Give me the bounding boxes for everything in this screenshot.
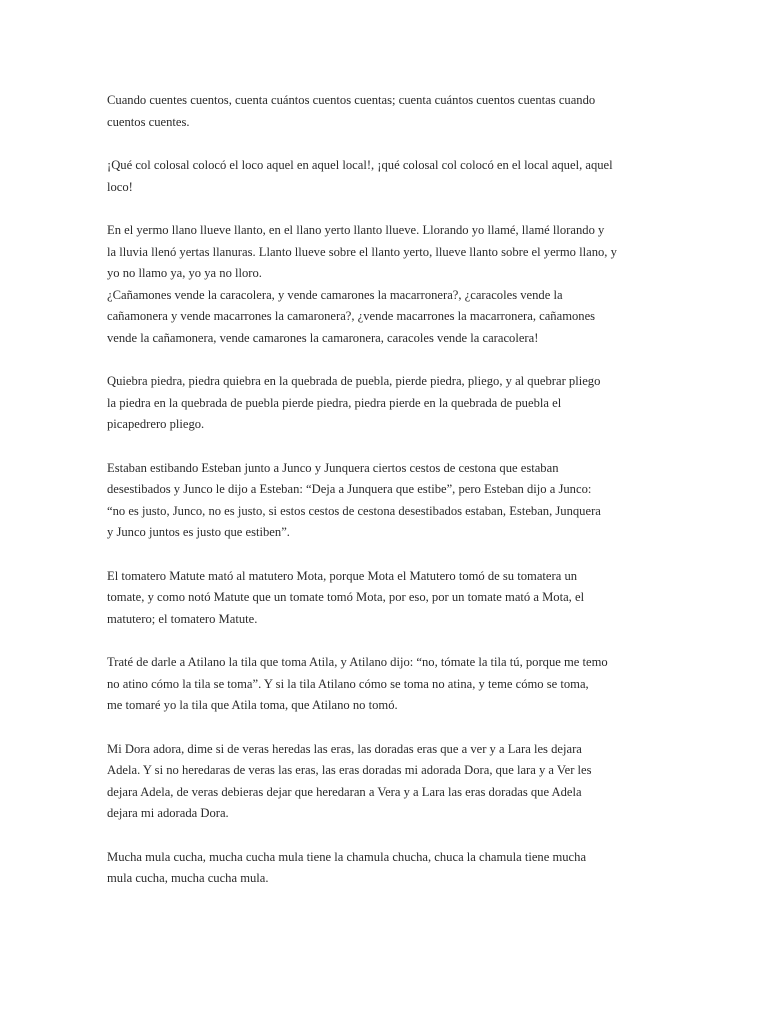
tongue-twister-atilano — [107, 652, 667, 717]
text-line: dejara mi adorada Dora. — [107, 806, 229, 820]
text-line: yo no llamo ya, yo ya no lloro. — [107, 266, 262, 280]
text-line: Quiebra piedra, piedra quiebra en la quebrada de puebla, pierde piedra, pliego, y al quebrar pliego — [107, 374, 601, 388]
tongue-twister-tomatero — [107, 566, 667, 631]
text-line: loco! — [107, 179, 133, 194]
text-line: “no es justo, Junco, no es justo, si estos cestos de cestona desestibados estaban, Esteban, Junquera — [107, 503, 601, 518]
text-line: Estaban estibando Esteban junto a Junco y Junquera ciertos cestos de cestona que estaban — [107, 460, 559, 475]
tongue-twister-cuentos — [107, 90, 667, 133]
text-line: ¡Qué col colosal colocó el loco aquel en aquel local!, ¡qué colosal col colocó en el local aquel, aquel — [107, 158, 613, 172]
text-line: Mucha mula cucha, mucha cucha mula tiene la chamula chucha, chuca la chamula tiene mucha — [107, 849, 587, 864]
text-line: me tomaré yo la tila que Atila toma, que Atilano no tomó. — [107, 698, 398, 712]
text-line: El tomatero Matute mató al matutero Mota, porque Mota el Matutero tomó de su tomatera un — [107, 568, 578, 583]
text-line: Adela. Y si no heredaras de veras las eras, las eras doradas mi adorada Dora, que lara y a Ver les — [107, 763, 592, 777]
text-line: tomate, y como notó Matute que un tomate tomó Mota, por eso, por un tomate mató a Mota, el — [107, 590, 585, 604]
text-line: cañamonera y vende macarrones la camaronera?, ¿vende macarrones la macarronera, cañamones — [107, 309, 596, 323]
text-line: no atino cómo la tila se toma”. Y si la tila Atilano cómo se toma no atina, y teme cómo se toma, — [107, 676, 589, 691]
text-line: Cuando cuentes cuentos, cuenta cuántos cuentos cuentas; cuenta cuántos cuentos cuentas cuando — [107, 93, 596, 107]
text-line: mula cucha, mucha cucha mula. — [107, 871, 269, 885]
text-line: dejara Adela, de veras debieras dejar que heredaran a Vera y a Lara las eras doradas que Adela — [107, 784, 582, 799]
document-page — [107, 90, 667, 912]
text-line: cuentos cuentes. — [107, 114, 190, 129]
text-line: ¿Cañamones vende la caracolera, y vende camarones la macarronera?, ¿caracoles vende la — [107, 287, 563, 302]
text-line: la piedra en la quebrada de puebla pierde piedra, piedra pierde en la quebrada de puebla el — [107, 395, 562, 410]
tongue-twister-col-colosal — [107, 155, 667, 198]
text-line: Traté de darle a Atilano la tila que toma Atila, y Atilano dijo: “no, tómate la tila tú, porque me temo — [107, 655, 608, 669]
text-line: Mi Dora adora, dime si de veras heredas las eras, las doradas eras que a ver y a Lara les dejara — [107, 741, 582, 756]
tongue-twister-mula-cucha — [107, 847, 667, 890]
tongue-twister-esteban — [107, 458, 667, 544]
tongue-twister-dora — [107, 739, 667, 825]
text-line: matutero; el tomatero Matute. — [107, 611, 258, 626]
text-line: desestibados y Junco le dijo a Esteban: “Deja a Junquera que estibe”, pero Esteban dijo a Junco: — [107, 482, 592, 496]
tongue-twister-canamones — [107, 285, 667, 350]
text-line: En el yermo llano llueve llanto, en el llano yerto llanto llueve. Llorando yo llamé, llamé llorando y — [107, 223, 605, 237]
tongue-twister-quiebra-piedra — [107, 371, 667, 436]
text-line: y Junco juntos es justo que estiben”. — [107, 525, 290, 539]
text-line: la lluvia llenó yertas llanuras. Llanto llueve sobre el llanto yerto, llueve llanto sobre el yermo llano, y — [107, 244, 617, 259]
text-line: picapedrero pliego. — [107, 417, 205, 431]
text-line: vende la cañamonera, vende camarones la camaronera, caracoles vende la caracolera! — [107, 330, 539, 345]
tongue-twister-llanto — [107, 220, 667, 285]
